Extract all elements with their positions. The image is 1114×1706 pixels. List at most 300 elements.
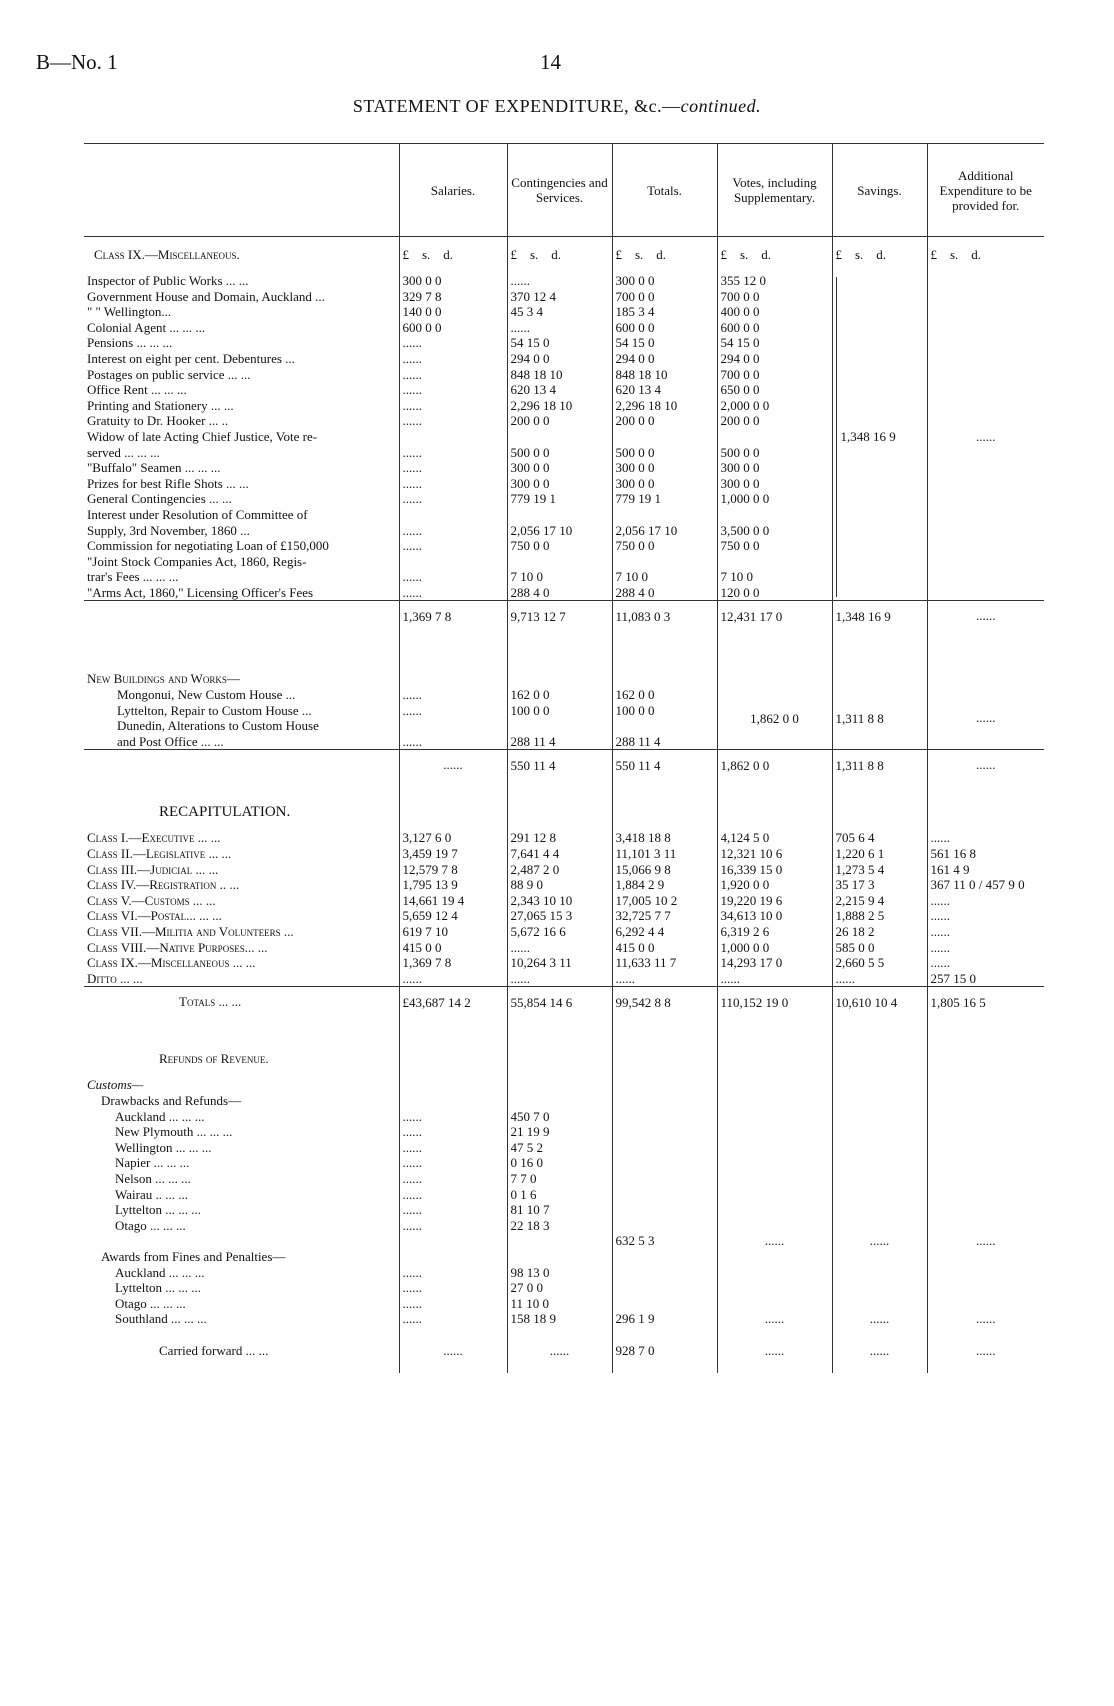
cell: 1,888 2 5	[835, 908, 885, 924]
works-total-salaries: ......	[443, 757, 463, 773]
cell: ......	[402, 538, 422, 554]
cell: Class VIII.—Native Purposes... ...	[87, 939, 268, 955]
carried-votes: ......	[764, 1342, 785, 1358]
cell: 7 7 0	[510, 1170, 537, 1186]
cell: 294 0 0	[510, 350, 550, 366]
cell: 200 0 0	[615, 413, 655, 429]
drawback-labels	[87, 1109, 396, 1234]
cell: Auckland ... ... ...	[115, 1264, 205, 1280]
cell: 21 19 9	[510, 1124, 550, 1140]
cell: Wellington ... ... ...	[115, 1139, 212, 1155]
cell: 14,661 19 4	[402, 892, 465, 908]
cell: ......	[402, 970, 422, 986]
cell: 848 18 10	[510, 366, 563, 382]
cell: Auckland ... ... ...	[115, 1108, 205, 1124]
cell: Interest on eight per cent. Debentures ...	[87, 350, 295, 366]
cell: Mongonui, New Custom House ...	[117, 687, 296, 703]
customs-label: Customs—	[87, 1077, 144, 1093]
works-additional-group: ......	[976, 710, 996, 726]
cell: 415 0 0	[615, 939, 655, 955]
cell: Inspector of Public Works ... ...	[87, 273, 249, 288]
cell: Commission for negotiating Loan of £150,000	[87, 538, 329, 554]
cell: 620 13 4	[615, 382, 661, 398]
cell: trar's Fees ... ... ...	[87, 569, 179, 585]
cell: 26 18 2	[835, 924, 875, 940]
recap-salaries	[399, 830, 507, 986]
cell: 1,920 0 0	[720, 877, 770, 893]
cell: 10,264 3 11	[510, 955, 572, 971]
cell: ......	[402, 733, 422, 749]
cell: Class I.—Executive ... ...	[87, 830, 221, 846]
cell	[721, 429, 829, 445]
cell: 300 0 0	[615, 460, 655, 476]
cell	[616, 554, 714, 570]
cell: Postages on public service ... ...	[87, 366, 251, 382]
cell: 619 7 10	[402, 924, 448, 940]
cell	[511, 429, 609, 445]
cell: 288 11 4	[615, 733, 661, 749]
cell: Prizes for best Rifle Shots ... ...	[87, 475, 249, 491]
cell: 257 15 0	[930, 970, 976, 986]
cell: 500 0 0	[720, 444, 760, 460]
cell: Class VI.—Postal... ... ...	[87, 908, 222, 924]
cell	[511, 554, 609, 570]
cell: ......	[402, 1217, 422, 1233]
class9-labels	[84, 273, 399, 601]
cell: 3,418 18 8	[615, 830, 671, 846]
cell: ......	[930, 939, 950, 955]
cell: 561 16 8	[930, 846, 976, 862]
recap-savings	[832, 830, 927, 986]
cell: 355 12 0	[720, 273, 766, 288]
cell: ......	[402, 584, 422, 600]
works-total-totals: 550 11 4	[615, 757, 661, 773]
cell	[403, 429, 504, 445]
cell: 54 15 0	[720, 335, 760, 351]
cell: 300 0 0	[510, 460, 550, 476]
cell: 2,296 18 10	[510, 397, 573, 413]
cell: 300 0 0	[615, 273, 655, 288]
works-savings-group: 1,311 8 8	[835, 710, 884, 726]
cell: 1,795 13 9	[402, 877, 458, 893]
cell: Office Rent ... ... ...	[87, 382, 187, 398]
recap-items	[84, 830, 1044, 986]
cell	[511, 507, 609, 523]
cell: 5,659 12 4	[402, 908, 458, 924]
cell: 81 10 7	[510, 1202, 550, 1218]
recap-total-additional: 1,805 16 5	[930, 994, 986, 1010]
cell: 17,005 10 2	[615, 892, 678, 908]
carried-label: Carried forward ... ...	[159, 1342, 269, 1358]
cell: 600 0 0	[720, 319, 760, 335]
cell: 14,293 17 0	[720, 955, 783, 971]
recap-contingencies	[507, 830, 612, 986]
cell: 700 0 0	[720, 366, 760, 382]
cell: 100 0 0	[510, 702, 550, 718]
cell: ......	[930, 908, 950, 924]
cell: Dunedin, Alterations to Custom House	[117, 718, 319, 734]
cell: 47 5 2	[510, 1139, 543, 1155]
cell: 158 18 9	[510, 1311, 556, 1327]
cell: ......	[402, 1186, 422, 1202]
cell: 12,579 7 8	[402, 861, 458, 877]
works-total-row	[84, 750, 1044, 781]
awards-label: Awards from Fines and Penalties—	[101, 1248, 286, 1264]
cell: 1,369 7 8	[402, 955, 452, 971]
cell: ......	[402, 413, 422, 429]
cell: 620 13 4	[510, 382, 556, 398]
drawback-votes: ......	[764, 1233, 785, 1249]
carried-additional: ......	[976, 1342, 996, 1358]
cell: Widow of late Acting Chief Justice, Vote re-	[87, 428, 318, 444]
refunds-heading: Refunds of Revenue.	[159, 1051, 269, 1067]
column-header-row	[84, 144, 1044, 237]
col-totals: Totals.	[612, 144, 717, 237]
cell: Class II.—Legislative ... ...	[87, 846, 232, 862]
cell: ......	[510, 970, 530, 986]
award-total: 296 1 9	[615, 1311, 655, 1327]
cell: ......	[402, 335, 422, 351]
cell: ......	[930, 955, 950, 971]
cell: 2,215 9 4	[835, 892, 885, 908]
cell: 450 7 0	[510, 1108, 550, 1124]
cell: Interest under Resolution of Committee of	[87, 506, 308, 522]
class9-votes	[717, 273, 832, 601]
cell: 300 0 0	[720, 460, 760, 476]
cell: Class V.—Customs ... ...	[87, 892, 216, 908]
cell: ......	[720, 970, 740, 986]
cell: ......	[402, 702, 422, 718]
cell: ......	[402, 382, 422, 398]
cell: ......	[402, 1108, 422, 1124]
cell: ......	[930, 924, 950, 940]
cell: ......	[402, 366, 422, 382]
cell: 3,459 19 7	[402, 846, 458, 862]
recap-votes	[717, 830, 832, 986]
cell	[403, 718, 504, 734]
cell: 4,124 5 0	[720, 830, 770, 846]
cell: 98 13 0	[510, 1264, 550, 1280]
cell: 2,660 5 5	[835, 955, 885, 971]
cell: 15,066 9 8	[615, 861, 671, 877]
recap-totals	[612, 830, 717, 986]
cell: 779 19 1	[510, 491, 556, 507]
cell: ......	[510, 939, 530, 955]
works-total-additional: ......	[976, 757, 996, 773]
document-code: B—No. 1	[36, 50, 118, 74]
cell	[616, 429, 714, 445]
cell: 45 3 4	[510, 304, 543, 320]
cell: 11,633 11 7	[615, 955, 677, 971]
cell: 2,343 10 10	[510, 892, 573, 908]
cell: Otago ... ... ...	[115, 1295, 186, 1311]
carried-salaries: ......	[443, 1342, 463, 1358]
cell: 6,292 4 4	[615, 924, 665, 940]
units-additional: £ s. d.	[927, 237, 1044, 264]
cell: 705 6 4	[835, 830, 875, 846]
cell: 370 12 4	[510, 288, 556, 304]
cell: Lyttelton, Repair to Custom House ...	[117, 702, 312, 718]
cell	[511, 718, 609, 734]
cell: Southland ... ... ...	[115, 1311, 207, 1327]
cell: 19,220 19 6	[720, 892, 783, 908]
cell: 585 0 0	[835, 939, 875, 955]
refunds-items	[84, 1077, 1044, 1327]
refunds-heading-row	[84, 1017, 1044, 1067]
cell: 848 18 10	[615, 366, 668, 382]
cell: ......	[930, 830, 950, 846]
cell: ......	[402, 687, 422, 703]
cell: 7 10 0	[720, 569, 753, 585]
cell: served ... ... ...	[87, 444, 160, 460]
cell: 294 0 0	[720, 350, 760, 366]
cell: 7 10 0	[510, 569, 543, 585]
units-row	[84, 237, 1044, 264]
cell: ......	[402, 1202, 422, 1218]
cell: Class VII.—Militia and Volunteers ...	[87, 924, 294, 940]
page-title: STATEMENT OF EXPENDITURE, &c.—continued.	[352, 96, 762, 116]
cell: 2,296 18 10	[615, 397, 678, 413]
class9-items	[84, 273, 1044, 601]
class9-total-row	[84, 601, 1044, 632]
cell: "Buffalo" Seamen ... ... ...	[87, 460, 221, 476]
cell: ......	[615, 970, 635, 986]
expenditure-table	[84, 143, 1044, 1373]
drawback-total: 632 5 3	[615, 1233, 655, 1249]
cell: 779 19 1	[615, 491, 661, 507]
cell: 600 0 0	[615, 319, 655, 335]
cell: "Arms Act, 1860," Licensing Officer's Fees	[87, 584, 314, 600]
cell: 294 0 0	[615, 350, 655, 366]
class9-total-totals: 11,083 0 3	[615, 608, 671, 624]
cell: 11,101 3 11	[615, 846, 677, 862]
cell: 415 0 0	[402, 939, 442, 955]
recap-labels	[84, 830, 399, 986]
cell: 400 0 0	[720, 304, 760, 320]
class9-heading: Class IX.—Miscellaneous.	[94, 247, 240, 262]
class9-additional-group: ......	[976, 428, 996, 444]
cell: 0 16 0	[510, 1155, 543, 1171]
class9-contingencies	[507, 273, 612, 601]
cell: Class III.—Judicial ... ...	[87, 861, 219, 877]
recap-additional	[927, 830, 1044, 986]
cell: 3,500 0 0	[720, 522, 770, 538]
cell: 1,000 0 0	[720, 491, 770, 507]
class9-savings-group: 1,348 16 9	[840, 428, 896, 444]
cell: ......	[510, 319, 530, 335]
cell: ......	[402, 444, 422, 460]
cell: ......	[402, 1264, 422, 1280]
cell: ......	[402, 350, 422, 366]
col-salaries: Salaries.	[399, 144, 507, 237]
cell: ......	[402, 1295, 422, 1311]
cell: 32,725 7 7	[615, 908, 671, 924]
cell: ......	[402, 1139, 422, 1155]
cell: 2,000 0 0	[720, 397, 770, 413]
cell: ......	[402, 460, 422, 476]
units-totals: £ s. d.	[612, 237, 717, 264]
cell: ......	[835, 970, 855, 986]
drawback-salaries	[403, 1109, 504, 1234]
drawback-additional: ......	[976, 1233, 996, 1249]
cell: 12,321 10 6	[720, 846, 783, 862]
cell: 367 11 0 / 457 9 0	[930, 877, 1025, 893]
award-contingencies	[511, 1265, 609, 1327]
cell: 100 0 0	[615, 702, 655, 718]
cell: 185 3 4	[615, 304, 655, 320]
cell: 500 0 0	[615, 444, 655, 460]
carried-totals: 928 7 0	[615, 1342, 655, 1358]
recap-total-votes: 110,152 19 0	[720, 994, 789, 1010]
cell: Supply, 3rd November, 1860 ...	[87, 522, 250, 538]
cell	[721, 507, 829, 523]
cell: ......	[930, 892, 950, 908]
cell: General Contingencies ... ...	[87, 491, 232, 507]
award-savings: ......	[869, 1311, 890, 1327]
cell: and Post Office ... ...	[117, 733, 224, 749]
cell: Nelson ... ... ...	[115, 1170, 191, 1186]
cell: 650 0 0	[720, 382, 760, 398]
cell: ......	[402, 475, 422, 491]
cell: 54 15 0	[615, 335, 655, 351]
class9-salaries	[399, 273, 507, 601]
cell: 750 0 0	[615, 538, 655, 554]
col-additional: Additional Expenditure to be provided for.	[927, 144, 1044, 237]
cell: 3,127 6 0	[402, 830, 452, 846]
cell: 27,065 15 3	[510, 908, 573, 924]
works-heading: New Buildings and Works—	[87, 671, 240, 687]
cell: 161 4 9	[930, 861, 970, 877]
recap-heading-row	[84, 780, 1044, 820]
page-number: 14	[540, 50, 561, 74]
recap-total-contingencies: 55,854 14 6	[510, 994, 573, 1010]
cell: ......	[402, 491, 422, 507]
units-votes: £ s. d.	[717, 237, 832, 264]
cell: ......	[402, 1155, 422, 1171]
cell: Printing and Stationery ... ...	[87, 397, 234, 413]
works-total-savings: 1,311 8 8	[835, 757, 884, 773]
cell: 300 0 0	[402, 273, 442, 288]
works-contingencies	[511, 687, 609, 749]
class9-total-salaries: 1,369 7 8	[402, 608, 452, 624]
cell: 34,613 10 0	[720, 908, 783, 924]
works-votes-group: 1,862 0 0	[750, 710, 799, 726]
col-contingencies: Contingencies and Services.	[507, 144, 612, 237]
cell: 120 0 0	[720, 584, 760, 600]
works-totals	[616, 687, 714, 749]
cell: Government House and Domain, Auckland ...	[87, 288, 325, 304]
cell: Napier ... ... ...	[115, 1155, 190, 1171]
cell: 7 10 0	[615, 569, 648, 585]
cell: New Plymouth ... ... ...	[115, 1124, 233, 1140]
works-total-contingencies: 550 11 4	[510, 757, 556, 773]
cell: 1,273 5 4	[835, 861, 885, 877]
cell: ......	[402, 522, 422, 538]
cell: 500 0 0	[510, 444, 550, 460]
cell: "Joint Stock Companies Act, 1860, Regis-	[87, 553, 307, 569]
drawback-contingencies	[511, 1109, 609, 1234]
cell: 1,220 6 1	[835, 846, 885, 862]
units-salaries: £ s. d.	[399, 237, 507, 264]
recap-total-savings: 10,610 10 4	[835, 994, 898, 1010]
cell: 300 0 0	[720, 475, 760, 491]
recap-heading: RECAPITULATION.	[159, 804, 291, 821]
cell: 291 12 8	[510, 830, 556, 846]
cell: 0 1 6	[510, 1186, 537, 1202]
class9-total-additional: ......	[976, 608, 996, 624]
award-votes: ......	[764, 1311, 785, 1327]
cell: 88 9 0	[510, 877, 543, 893]
cell: 700 0 0	[615, 288, 655, 304]
cell: 329 7 8	[402, 288, 442, 304]
class9-total-savings: 1,348 16 9	[835, 608, 891, 624]
cell	[403, 507, 504, 523]
cell: Colonial Agent ... ... ...	[87, 319, 206, 335]
cell: 750 0 0	[720, 538, 760, 554]
cell: Lyttelton ... ... ...	[115, 1280, 201, 1296]
cell: Lyttelton ... ... ...	[115, 1202, 201, 1218]
cell: ......	[402, 397, 422, 413]
cell: 22 18 3	[510, 1217, 550, 1233]
recap-total-totals: 99,542 8 8	[615, 994, 671, 1010]
cell: ......	[402, 1280, 422, 1296]
cell: 162 0 0	[615, 687, 655, 703]
cell: 6,319 2 6	[720, 924, 770, 940]
cell: ......	[402, 1311, 422, 1327]
works-total-votes: 1,862 0 0	[720, 757, 770, 773]
cell: 200 0 0	[720, 413, 760, 429]
class9-total-votes: 12,431 17 0	[720, 608, 783, 624]
cell	[616, 507, 714, 523]
cell	[403, 554, 504, 570]
carried-contingencies: ......	[549, 1342, 570, 1358]
cell: 300 0 0	[615, 475, 655, 491]
cell: 288 4 0	[615, 584, 655, 600]
award-additional: ......	[976, 1311, 996, 1327]
cell	[721, 554, 829, 570]
award-salaries	[403, 1265, 504, 1327]
works-items	[84, 671, 1044, 750]
cell: 288 11 4	[510, 733, 556, 749]
drawbacks-label: Drawbacks and Refunds—	[101, 1093, 242, 1108]
cell: 54 15 0	[510, 335, 550, 351]
carried-forward-row	[84, 1343, 1044, 1373]
cell: 750 0 0	[510, 538, 550, 554]
cell: Gratuity to Dr. Hooker ... ..	[87, 413, 229, 429]
cell: 11 10 0	[510, 1295, 550, 1311]
cell: " " Wellington...	[87, 304, 172, 320]
works-labels	[87, 687, 396, 749]
class9-total-contingencies: 9,713 12 7	[510, 608, 566, 624]
cell: 300 0 0	[510, 475, 550, 491]
cell: 2,487 2 0	[510, 861, 560, 877]
cell: Pensions ... ... ...	[87, 335, 173, 351]
cell: 200 0 0	[510, 413, 550, 429]
cell	[616, 718, 714, 734]
col-votes: Votes, including Supplementary.	[717, 144, 832, 237]
cell: ......	[402, 1124, 422, 1140]
cell: 5,672 16 6	[510, 924, 566, 940]
recap-total-label: Totals ... ...	[84, 987, 399, 1018]
carried-savings: ......	[869, 1342, 890, 1358]
cell: 140 0 0	[402, 304, 442, 320]
cell: Ditto ... ...	[87, 970, 143, 986]
cell: 2,056 17 10	[615, 522, 678, 538]
cell: Otago ... ... ...	[115, 1217, 186, 1233]
drawback-savings: ......	[869, 1233, 890, 1249]
cell: 7,641 4 4	[510, 846, 560, 862]
cell: 162 0 0	[510, 687, 550, 703]
